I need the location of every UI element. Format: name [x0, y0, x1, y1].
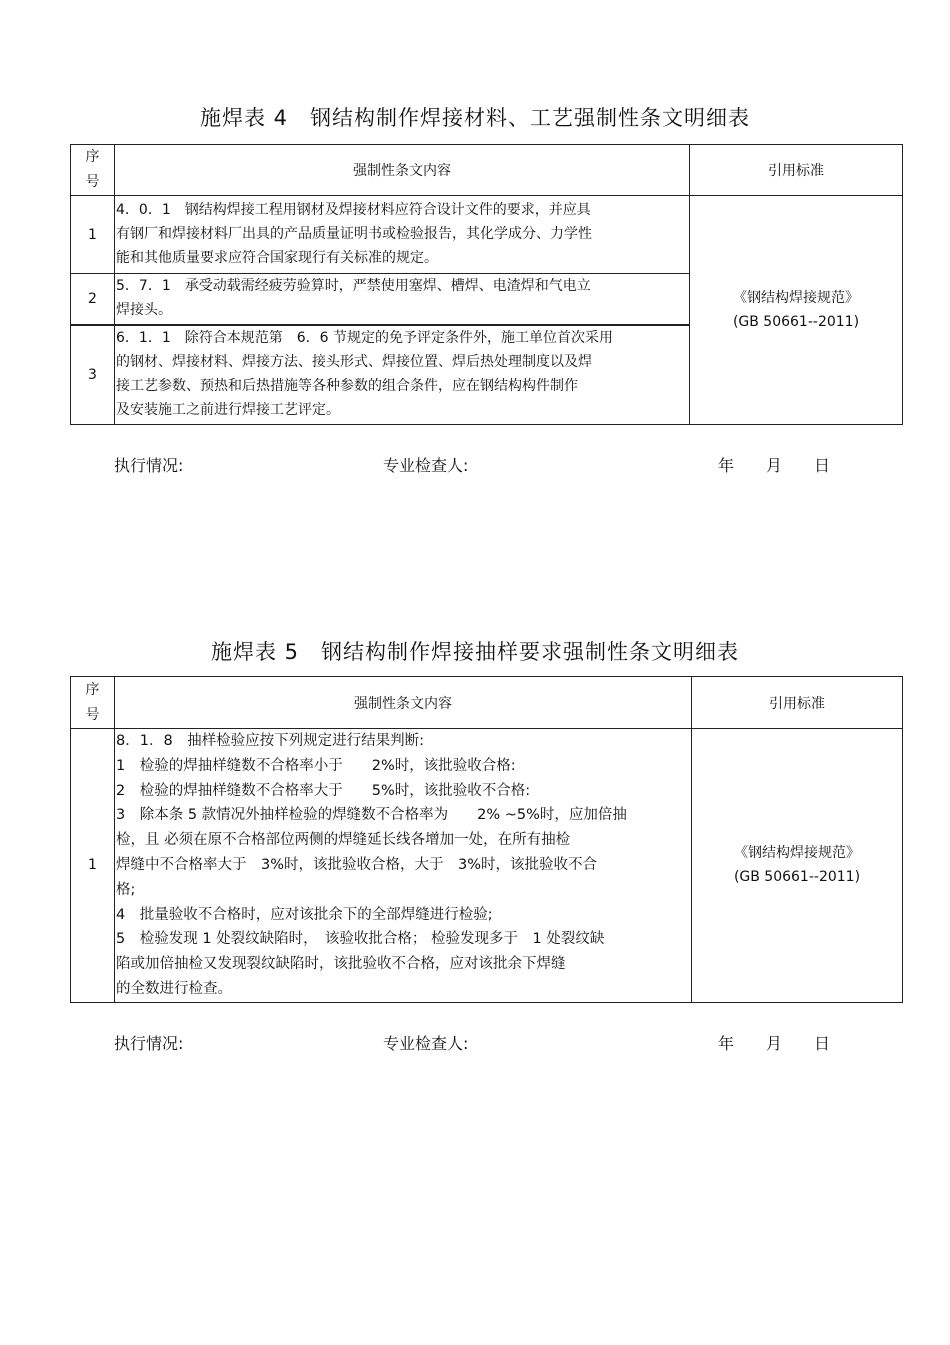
reference-cell: 《钢结构焊接规范》 (GB 50661--2011)	[692, 729, 903, 1003]
row-content: 6．1．1 除符合本规范第 6．6 节规定的免予评定条件外，施工单位首次采用 的钢材、焊接材料、焊接方法、接头形式、焊接位置、焊后热处理制度以及焊 接工艺参数、预热和后热措施等各种参数的组合条件，应在钢结构构件制作 及安装施工之前进行焊接工艺评定。	[115, 325, 690, 425]
year-label: 年	[718, 456, 735, 475]
month-label: 月	[766, 1034, 783, 1053]
table5-title: 施焊表 5 钢结构制作焊接抽样要求强制性条文明细表	[210, 640, 740, 664]
day-label: 日	[814, 1034, 831, 1053]
reference-cell: 《钢结构焊接规范》 (GB 50661--2011)	[690, 196, 903, 425]
row-seq: 3	[71, 325, 115, 425]
row-content: 8．1．8 抽样检验应按下列规定进行结果判断: 1 检验的焊抽样缝数不合格率小于 2%时，该批验收合格: 2 检验的焊抽样缝数不合格率大于 5%时，该批验收不合格: 3 除本条 5 款情况外抽样检验的焊缝数不合格率为 2% ~5%时，应加倍抽 检，且 必须在原不合格部位两侧的焊缝延长线各增加一处，在所有抽检 焊缝中不合格率大于 3%时，该批验收合格，大于 3%时，该批验收不合 格; 4 批量验收不合格时，应对该批余下的全部焊缝进行检验; 5 检验发现 1 处裂纹缺陷时， 该验收批合格； 检验发现多于 1 处裂纹缺 陷或加倍抽检又发现裂纹缺陷时，该批验收不合格，应对该批余下焊缝 的全数进行检查。	[115, 729, 692, 1003]
month-label: 月	[766, 456, 783, 475]
execution-label: 执行情况:	[114, 456, 184, 475]
table5-header-row	[71, 677, 903, 729]
day-label: 日	[814, 456, 831, 475]
table4-title: 施焊表 4 钢结构制作焊接材料、工艺强制性条文明细表	[199, 106, 751, 130]
seq-header: 序 号	[71, 677, 115, 729]
reference-header: 引用标准	[692, 677, 903, 729]
row-content: 4．0．1 钢结构焊接工程用钢材及焊接材料应符合设计文件的要求，并应具 有钢厂和焊接材料厂出具的产品质量证明书或检验报告，其化学成分、力学性 能和其他质量要求应符合国家现行有关标准的规定。	[115, 196, 690, 274]
table-row	[71, 729, 903, 1003]
row-seq: 1	[71, 196, 115, 274]
table4	[70, 144, 903, 425]
year-label: 年	[718, 1034, 735, 1053]
table5	[70, 676, 903, 1003]
inspector-label: 专业检查人:	[383, 1034, 469, 1053]
content-header: 强制性条文内容	[115, 677, 692, 729]
row-seq: 2	[71, 274, 115, 325]
seq-header: 序 号	[71, 145, 115, 196]
reference-header: 引用标准	[690, 145, 903, 196]
table4-header-row	[71, 145, 903, 196]
execution-label: 执行情况:	[114, 1034, 184, 1053]
inspector-label: 专业检查人:	[383, 456, 469, 475]
table-row	[71, 196, 903, 274]
row-seq: 1	[71, 729, 115, 1003]
row-content: 5．7．1 承受动载需经疲劳验算时，严禁使用塞焊、槽焊、电渣焊和气电立 焊接头。	[115, 274, 690, 325]
content-header: 强制性条文内容	[115, 145, 690, 196]
